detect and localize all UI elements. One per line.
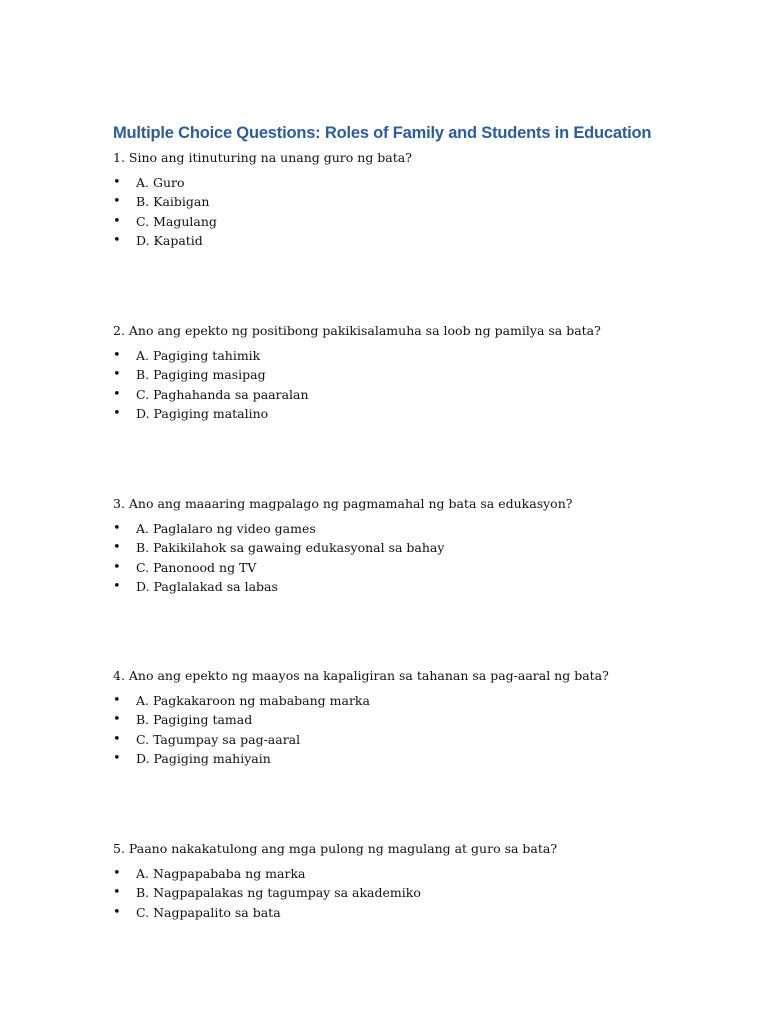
option-text: C. Magulang bbox=[136, 213, 217, 229]
question-5 bbox=[113, 841, 713, 920]
bullet-icon: • bbox=[113, 731, 121, 747]
option-text: B. Nagpapalakas ng tagumpay sa akademiko bbox=[136, 885, 421, 901]
bullet-icon: • bbox=[113, 904, 121, 920]
bullet-icon: • bbox=[113, 175, 121, 190]
bullet-icon: • bbox=[113, 712, 121, 728]
bullet-icon: • bbox=[113, 405, 121, 421]
option-text: C. Tagumpay sa pag-aaral bbox=[136, 731, 301, 747]
question-text: 3. Ano ang maaaring magpalago ng pagmamahal ng bata sa edukasyon? bbox=[113, 496, 573, 511]
bullet-icon: • bbox=[113, 521, 121, 536]
option-text: B. Pakikilahok sa gawaing edukasyonal sa bahay bbox=[136, 540, 445, 556]
option-text: A. Nagpapababa ng marka bbox=[136, 866, 306, 881]
question-1 bbox=[113, 150, 713, 248]
bullet-icon: • bbox=[113, 578, 121, 594]
bullet-icon: • bbox=[113, 348, 121, 363]
option-text: A. Pagiging tahimik bbox=[136, 348, 261, 363]
question-2 bbox=[113, 323, 713, 421]
bullet-icon: • bbox=[113, 232, 121, 248]
option-text: A. Pagkakaroon ng mababang marka bbox=[136, 693, 370, 708]
question-3 bbox=[113, 496, 713, 594]
bullet-icon: • bbox=[113, 194, 121, 210]
bullet-icon: • bbox=[113, 540, 121, 556]
question-4 bbox=[113, 668, 713, 766]
bullet-icon: • bbox=[113, 885, 121, 901]
document-title: Multiple Choice Questions: Roles of Family and Students in Education bbox=[113, 124, 652, 142]
question-text: 4. Ano ang epekto ng maayos na kapaligiran sa tahanan sa pag-aaral ng bata? bbox=[113, 668, 609, 683]
bullet-icon: • bbox=[113, 367, 121, 383]
option-text: B. Pagiging masipag bbox=[136, 367, 266, 383]
bullet-icon: • bbox=[113, 866, 121, 881]
question-text: 2. Ano ang epekto ng positibong pakikisalamuha sa loob ng pamilya sa bata? bbox=[113, 323, 601, 338]
bullet-icon: • bbox=[113, 559, 121, 575]
bullet-icon: • bbox=[113, 750, 121, 766]
option-text: C. Panonood ng TV bbox=[136, 559, 257, 575]
option-text: D. Pagiging matalino bbox=[136, 405, 269, 421]
option-text: A. Guro bbox=[136, 175, 185, 190]
option-text: D. Pagiging mahiyain bbox=[136, 750, 271, 766]
option-text: C. Nagpapalito sa bata bbox=[136, 904, 281, 920]
option-text: C. Paghahanda sa paaralan bbox=[136, 386, 309, 402]
question-text: 5. Paano nakakatulong ang mga pulong ng magulang at guro sa bata? bbox=[113, 841, 558, 856]
option-text: D. Paglalakad sa labas bbox=[136, 578, 278, 594]
bullet-icon: • bbox=[113, 386, 121, 402]
option-text: A. Paglalaro ng video games bbox=[136, 521, 316, 536]
option-text: B. Kaibigan bbox=[136, 194, 210, 210]
question-text: 1. Sino ang itinuturing na unang guro ng bata? bbox=[113, 150, 412, 165]
bullet-icon: • bbox=[113, 693, 121, 708]
option-text: D. Kapatid bbox=[136, 232, 203, 248]
option-text: B. Pagiging tamad bbox=[136, 712, 253, 728]
bullet-icon: • bbox=[113, 213, 121, 229]
